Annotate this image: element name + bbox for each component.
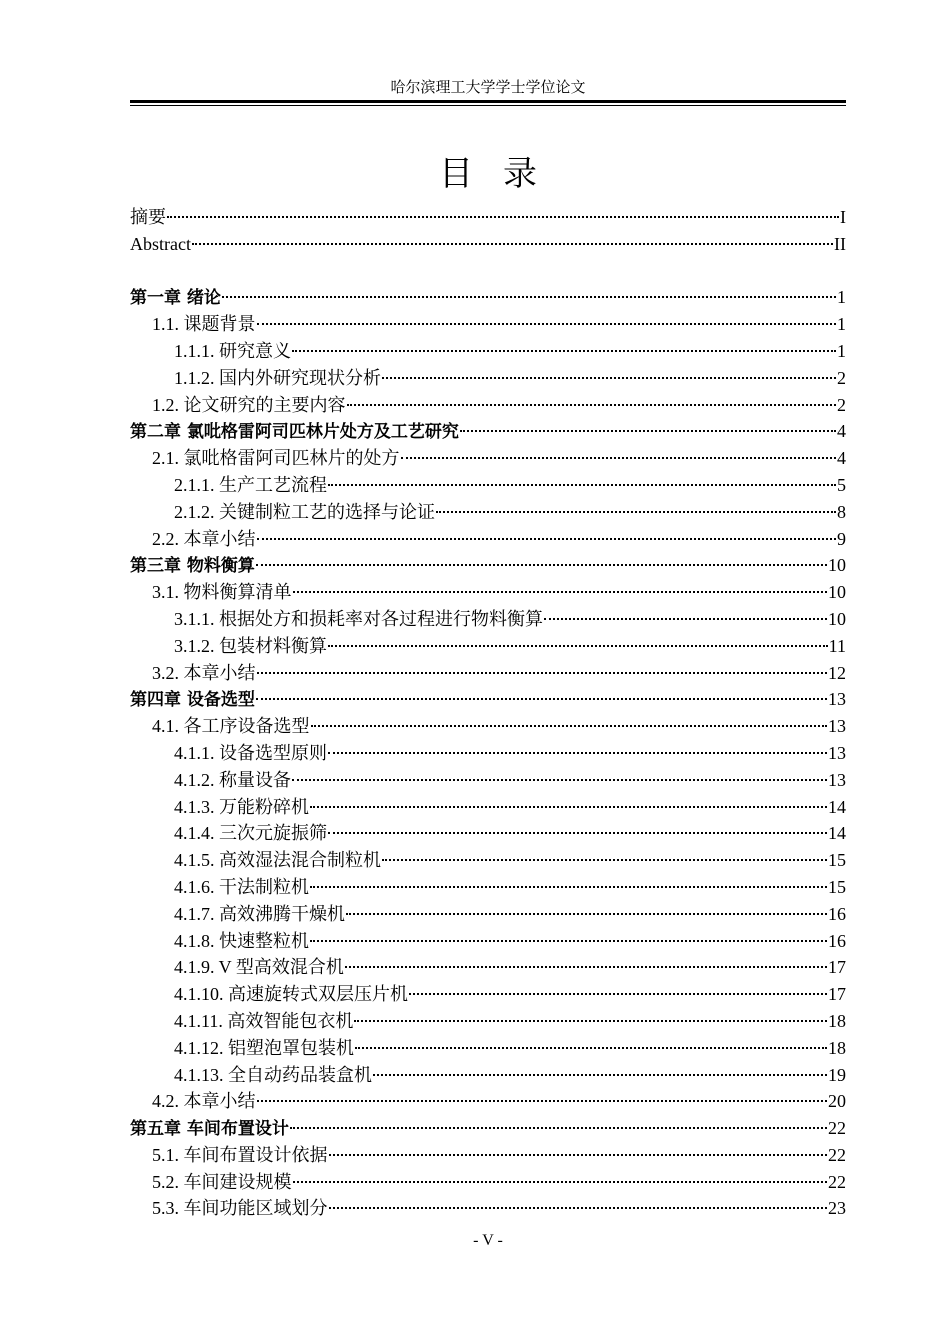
toc-entry-label: 4.1.2. 称量设备 (174, 769, 291, 790)
table-of-contents (130, 204, 846, 1222)
toc-title: 目录 (439, 154, 567, 194)
toc-entry-label: 4.1.11. 高效智能包衣机 (174, 1010, 354, 1031)
toc-entry-page: 17 (828, 984, 846, 1005)
toc-entry-page: 23 (828, 1198, 846, 1219)
toc-entry-page: 14 (828, 796, 846, 817)
toc-entry-label: 3.1.1. 根据处方和损耗率对各过程进行物料衡算 (174, 608, 543, 629)
toc-entry-label: 1.1. 课题背景 (152, 314, 256, 335)
toc-leader-dots (409, 993, 827, 995)
toc-entry-label: 4.1. 各工序设备选型 (152, 716, 310, 737)
toc-entry-label: 第四章 设备选型 (130, 690, 255, 711)
toc-leader-dots (354, 1020, 827, 1022)
toc-entry-label: 3.1. 物料衡算清单 (152, 582, 292, 603)
toc-leader-dots (290, 1127, 827, 1129)
toc-entry[interactable] (130, 499, 846, 526)
toc-entry-page: 13 (828, 689, 846, 710)
toc-entry-label: 4.1.5. 高效湿法混合制粒机 (174, 850, 381, 871)
toc-entry[interactable] (130, 472, 846, 499)
toc-entry-page: 13 (828, 769, 846, 790)
toc-leader-dots (329, 1207, 828, 1209)
toc-entry[interactable] (130, 365, 846, 392)
toc-entry[interactable] (130, 579, 846, 606)
toc-entry-label: 1.1.2. 国内外研究现状分析 (174, 367, 381, 388)
toc-leader-dots (292, 779, 827, 781)
toc-entry-page: 13 (828, 716, 846, 737)
toc-entry-label: 第一章 绪论 (130, 288, 221, 309)
toc-entry[interactable] (130, 392, 846, 419)
toc-entry[interactable] (130, 1062, 846, 1089)
toc-leader-dots (382, 377, 836, 379)
toc-entry[interactable] (130, 338, 846, 365)
toc-entry[interactable] (130, 204, 846, 231)
toc-entry-page: 14 (828, 823, 846, 844)
toc-entry[interactable] (130, 767, 846, 794)
toc-leader-dots (256, 698, 827, 700)
toc-entry-label: 1.2. 论文研究的主要内容 (152, 394, 346, 415)
toc-leader-dots (401, 457, 837, 459)
toc-entry-page: 4 (837, 421, 846, 442)
toc-entry-label: 4.1.7. 高效沸腾干燥机 (174, 903, 345, 924)
toc-entry-page: 18 (828, 1037, 846, 1058)
toc-entry-label: 5.1. 车间布置设计依据 (152, 1144, 328, 1165)
toc-leader-dots (328, 752, 827, 754)
toc-entry-label: 3.1.2. 包装材料衡算 (174, 635, 327, 656)
toc-leader-dots (373, 1074, 827, 1076)
toc-leader-dots (257, 1100, 828, 1102)
toc-entry-label: 2.1.1. 生产工艺流程 (174, 474, 327, 495)
toc-entry[interactable] (130, 526, 846, 553)
toc-leader-dots (256, 564, 827, 566)
toc-entry-page: 19 (828, 1064, 846, 1085)
toc-entry[interactable] (130, 740, 846, 767)
toc-entry-page: 15 (828, 850, 846, 871)
header-rule-thin (130, 105, 846, 106)
toc-entry-label: 4.1.8. 快速整粒机 (174, 930, 309, 951)
toc-entry[interactable] (130, 1088, 846, 1115)
toc-entry[interactable] (130, 1142, 846, 1169)
toc-leader-dots (382, 859, 827, 861)
toc-entry[interactable] (130, 418, 846, 445)
toc-entry-label: 4.1.12. 铝塑泡罩包装机 (174, 1037, 354, 1058)
toc-entry-page: II (834, 233, 846, 254)
toc-entry-label: 2.2. 本章小结 (152, 528, 256, 549)
toc-entry-label: 摘要 (130, 207, 166, 227)
toc-entry[interactable] (130, 1115, 846, 1142)
toc-entry-label: 4.1.10. 高速旋转式双层压片机 (174, 984, 408, 1005)
toc-entry-page: 1 (837, 340, 846, 361)
toc-entry-label: 4.1.4. 三次元旋振筛 (174, 823, 327, 844)
toc-entry-page: 20 (828, 1091, 846, 1112)
toc-entry-page: 12 (828, 662, 846, 683)
toc-leader-dots (346, 913, 827, 915)
toc-entry[interactable] (130, 981, 846, 1008)
toc-entry[interactable] (130, 633, 846, 660)
toc-entry[interactable] (130, 820, 846, 847)
toc-entry-page: 5 (837, 474, 846, 495)
toc-entry-page: I (840, 207, 846, 227)
toc-entry-page: 1 (837, 287, 846, 308)
toc-entry[interactable] (130, 928, 846, 955)
toc-leader-dots (345, 966, 827, 968)
toc-entry-label: 第五章 车间布置设计 (130, 1119, 289, 1140)
toc-entry[interactable] (130, 1035, 846, 1062)
page-header: 哈尔滨理工大学学士学位论文 (390, 80, 586, 96)
toc-entry-label: Abstract (130, 233, 191, 254)
toc-leader-dots (544, 618, 827, 620)
toc-entry-page: 17 (828, 957, 846, 978)
toc-leader-dots (222, 296, 836, 298)
toc-leader-dots (310, 940, 827, 942)
toc-entry[interactable] (130, 231, 846, 258)
toc-leader-dots (310, 806, 827, 808)
toc-entry-label: 4.1.9. V 型高效混合机 (174, 957, 344, 978)
toc-leader-dots (436, 511, 836, 513)
toc-entry[interactable] (130, 874, 846, 901)
toc-entry-page: 10 (828, 608, 846, 629)
toc-entry-page: 2 (837, 367, 846, 388)
toc-entry-page: 8 (837, 501, 846, 522)
toc-entry-page: 10 (828, 555, 846, 576)
toc-entry[interactable] (130, 660, 846, 687)
toc-entry-label: 4.1.1. 设备选型原则 (174, 742, 327, 763)
toc-leader-dots (310, 886, 827, 888)
toc-entry-label: 2.1. 氯吡格雷阿司匹林片的处方 (152, 448, 400, 469)
toc-entry[interactable] (130, 954, 846, 981)
toc-entry-page: 22 (828, 1171, 846, 1192)
toc-leader-dots (311, 725, 828, 727)
toc-leader-dots (257, 323, 837, 325)
toc-entry-page: 22 (828, 1118, 846, 1139)
toc-leader-dots (328, 484, 836, 486)
toc-leader-dots (328, 832, 827, 834)
toc-entry-label: 第二章 氯吡格雷阿司匹林片处方及工艺研究 (130, 422, 459, 443)
toc-entry-label: 4.2. 本章小结 (152, 1091, 256, 1112)
toc-leader-dots (293, 1181, 828, 1183)
toc-entry-label: 第三章 物料衡算 (130, 556, 255, 577)
toc-entry-label: 2.1.2. 关键制粒工艺的选择与论证 (174, 501, 435, 522)
toc-entry[interactable] (130, 1169, 846, 1196)
toc-entry[interactable] (130, 445, 846, 472)
toc-entry-label: 4.1.6. 干法制粒机 (174, 876, 309, 897)
toc-entry[interactable] (130, 311, 846, 338)
toc-entry[interactable] (130, 1195, 846, 1222)
toc-entry-page: 15 (828, 876, 846, 897)
toc-entry-page: 18 (828, 1010, 846, 1031)
toc-leader-dots (355, 1047, 827, 1049)
toc-entry-page: 4 (837, 448, 846, 469)
toc-leader-dots (257, 538, 837, 540)
toc-entry-page: 11 (828, 635, 846, 656)
toc-entry-label: 3.2. 本章小结 (152, 662, 256, 683)
toc-entry-label: 1.1.1. 研究意义 (174, 340, 291, 361)
toc-entry-page: 1 (837, 314, 846, 335)
toc-entry-label: 4.1.3. 万能粉碎机 (174, 796, 309, 817)
toc-entry-page: 2 (837, 394, 846, 415)
toc-entry[interactable] (130, 284, 846, 311)
toc-leader-dots (192, 243, 833, 245)
toc-entry-page: 16 (828, 930, 846, 951)
page-number: - V - (473, 1232, 503, 1249)
toc-leader-dots (460, 430, 836, 432)
toc-leader-dots (257, 672, 828, 674)
toc-entry[interactable] (130, 552, 846, 579)
toc-entry-label: 5.3. 车间功能区域划分 (152, 1198, 328, 1219)
toc-entry-page: 22 (828, 1144, 846, 1165)
toc-entry-label: 4.1.13. 全自动药品装盒机 (174, 1064, 372, 1085)
toc-leader-dots (293, 591, 828, 593)
toc-entry[interactable] (130, 713, 846, 740)
toc-entry[interactable] (130, 606, 846, 633)
toc-leader-dots (167, 216, 839, 218)
header-rule-thick (130, 100, 846, 103)
toc-leader-dots (347, 404, 837, 406)
toc-entry-page: 10 (828, 582, 846, 603)
toc-entry-page: 9 (837, 528, 846, 549)
toc-entry-page: 13 (828, 742, 846, 763)
toc-entry[interactable] (130, 901, 846, 928)
toc-entry-label: 5.2. 车间建设规模 (152, 1171, 292, 1192)
toc-leader-dots (329, 1154, 828, 1156)
toc-entry-page: 16 (828, 903, 846, 924)
toc-entry[interactable] (130, 1008, 846, 1035)
toc-entry[interactable] (130, 794, 846, 821)
toc-entry[interactable] (130, 847, 846, 874)
toc-leader-dots (292, 350, 836, 352)
toc-leader-dots (328, 645, 828, 647)
toc-entry[interactable] (130, 686, 846, 713)
